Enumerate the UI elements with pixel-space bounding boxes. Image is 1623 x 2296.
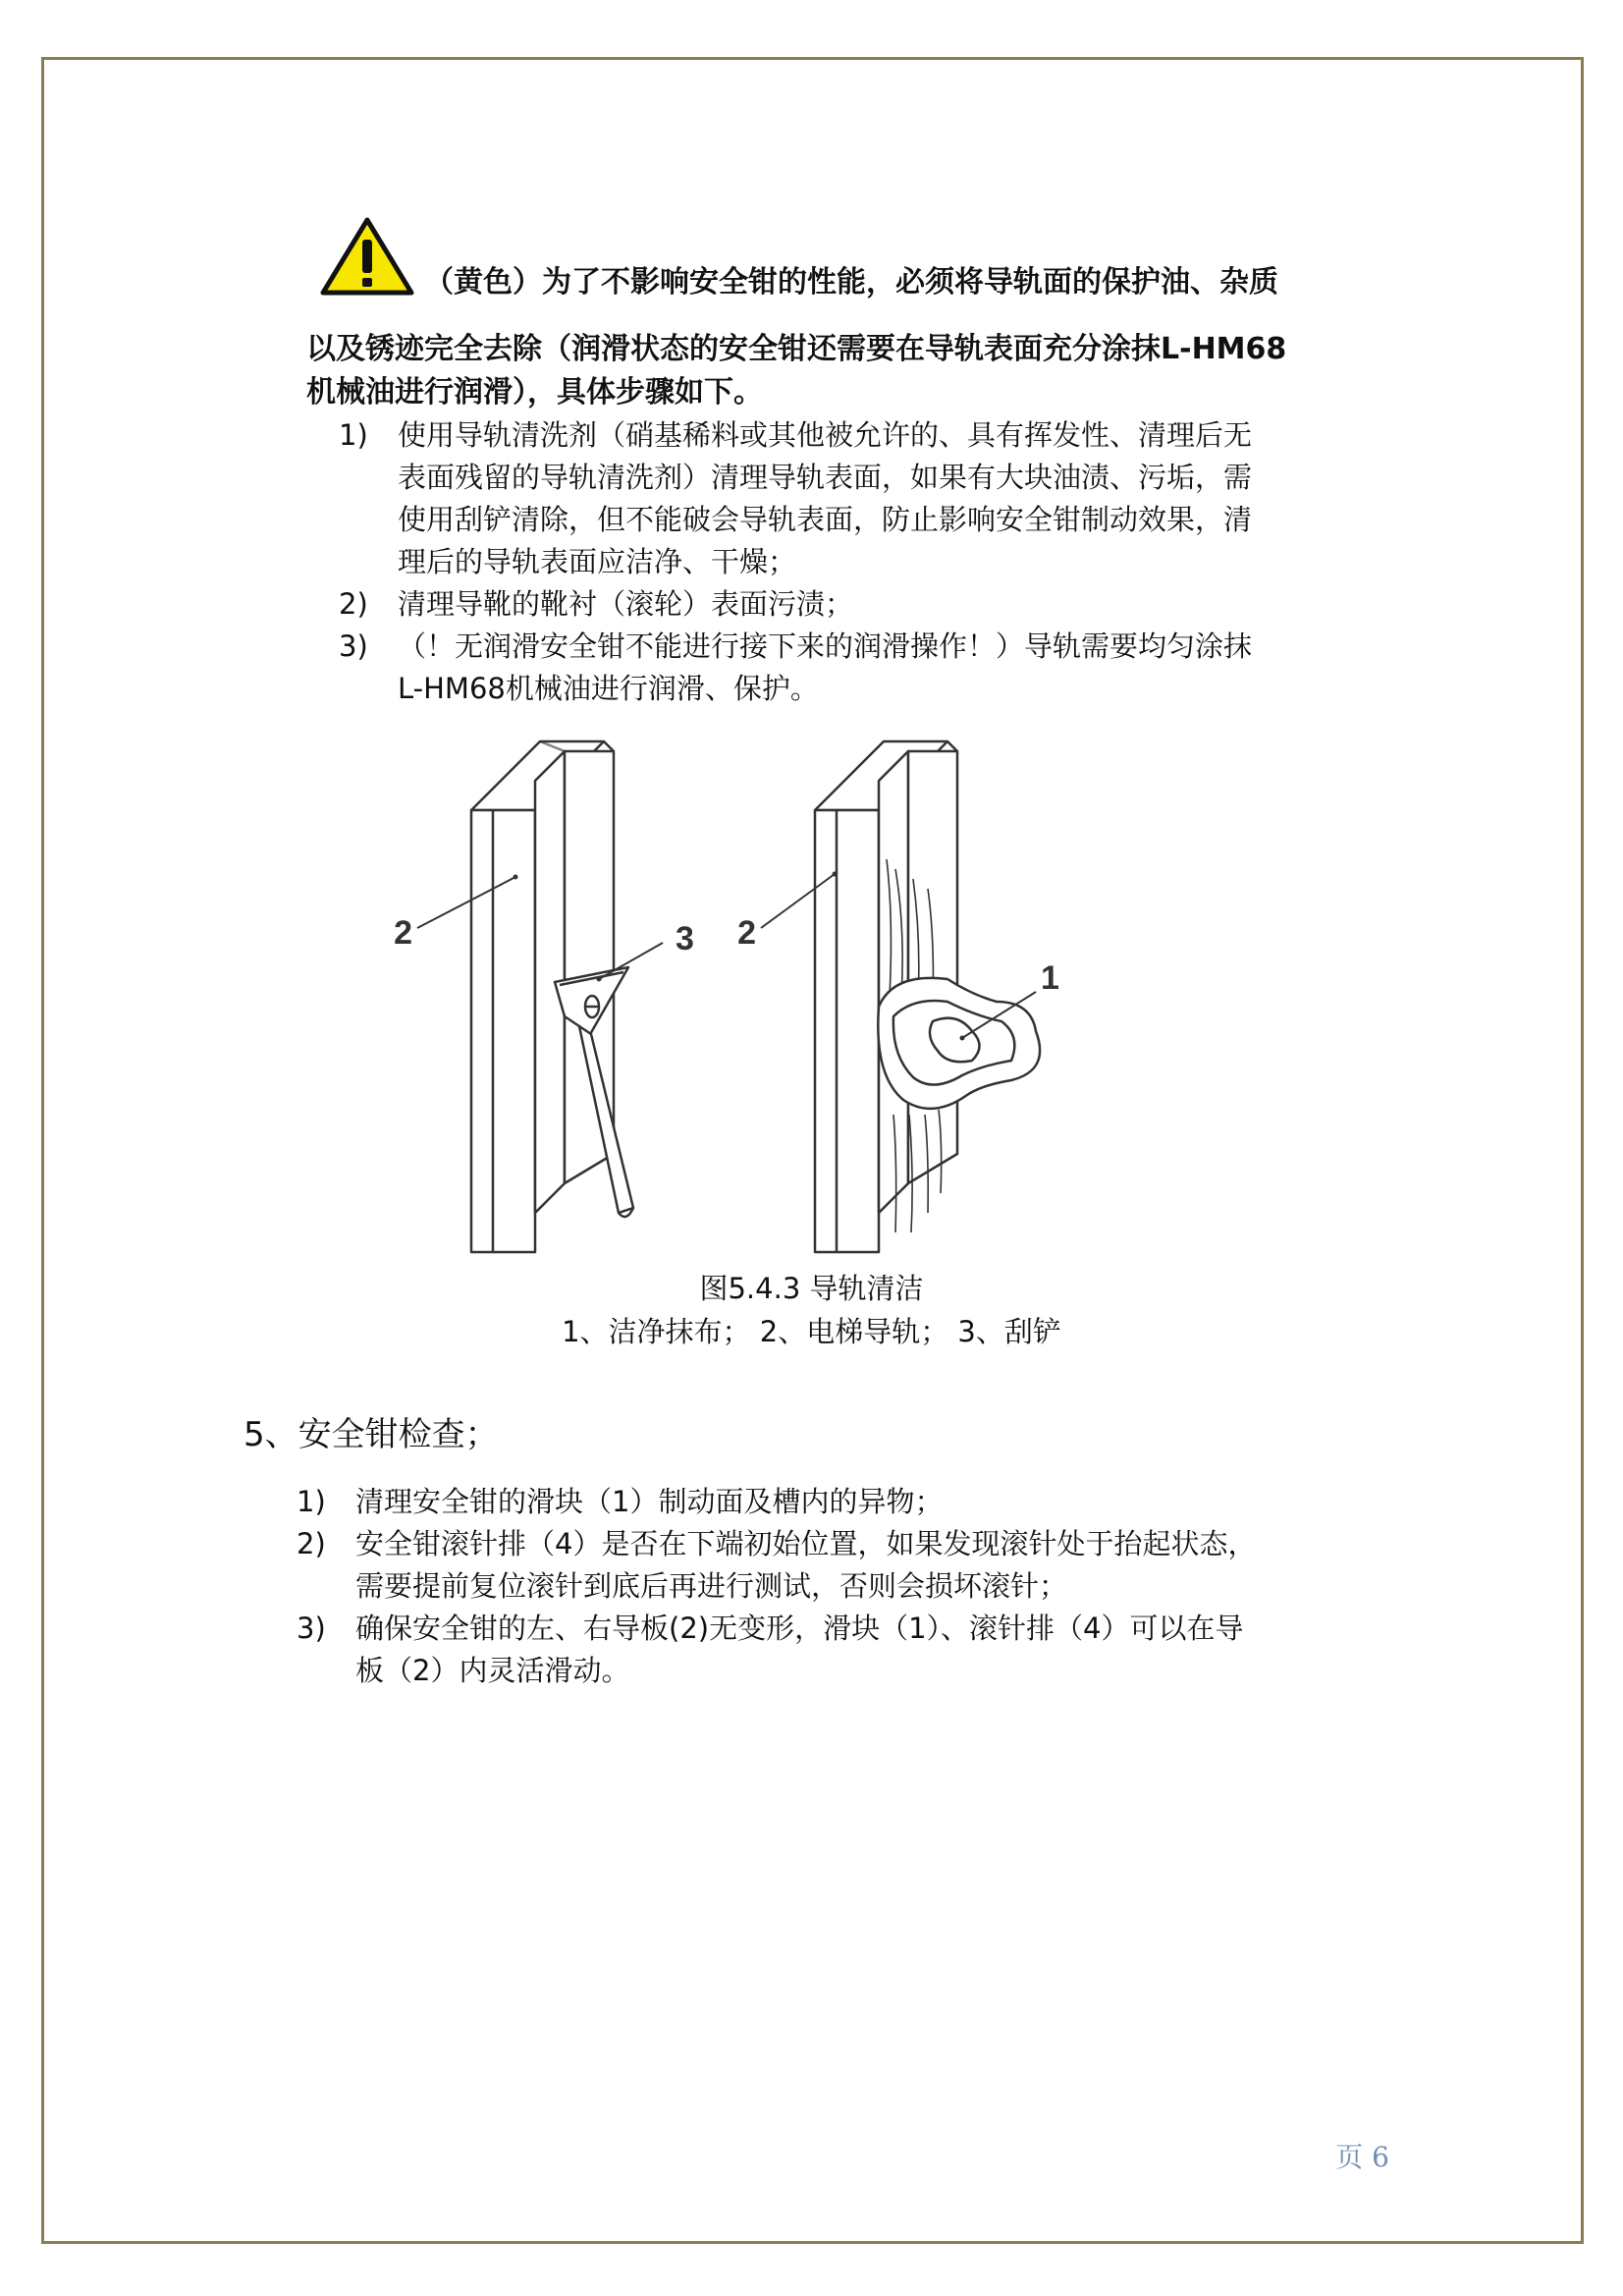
check-step-3 xyxy=(297,1608,1256,1692)
cleaning-step-1 xyxy=(339,414,1252,583)
figure-label-scraper: 3 xyxy=(676,920,694,957)
step-text-line: 理后的导轨表面应洁净、干燥； xyxy=(398,545,797,578)
leader-dot xyxy=(960,1036,965,1041)
section-heading: 5、安全钳检查； xyxy=(243,1415,499,1454)
step-text-line: 清理安全钳的滑块（1）制动面及槽内的异物； xyxy=(355,1485,944,1518)
safety-gear-check-list xyxy=(297,1481,1256,1692)
figure-caption-legend: 1、洁净抹布； 2、电梯导轨； 3、刮铲 xyxy=(562,1315,1061,1348)
figure-label-rail-right: 2 xyxy=(737,914,756,952)
step-text-line: 使用刮铲清除，但不能破会导轨表面，防止影响安全钳制动效果，清 xyxy=(398,503,1253,536)
cleaning-steps-list xyxy=(339,414,1252,710)
leader-dot xyxy=(514,875,518,880)
warning-text-line-3: 机械油进行润滑），具体步骤如下。 xyxy=(306,375,763,410)
cleaning-cloth-illustration xyxy=(878,978,1040,1109)
figure-label-rail-left: 2 xyxy=(394,914,412,952)
step-number: 3) xyxy=(339,629,368,663)
leader-dot xyxy=(833,872,838,877)
warning-triangle-icon xyxy=(319,216,415,297)
check-step-1 xyxy=(297,1481,1256,1523)
step-number: 3) xyxy=(297,1612,326,1645)
warning-text-continued xyxy=(306,328,1392,414)
step-text-line: 确保安全钳的左、右导板(2)无变形，滑块（1）、滚针排（4）可以在导 xyxy=(355,1612,1244,1645)
step-text-line: 使用导轨清洗剂（硝基稀料或其他被允许的、具有挥发性、清理后无 xyxy=(398,418,1253,452)
step-number: 1) xyxy=(339,418,368,452)
step-number: 2) xyxy=(297,1527,326,1560)
figure-caption xyxy=(0,1267,1623,1353)
rail-cleaning-figure xyxy=(383,722,1090,1262)
cleaning-step-3 xyxy=(339,626,1252,710)
step-text-line: 安全钳滚针排（4）是否在下端初始位置，如果发现滚针处于抬起状态， xyxy=(355,1527,1257,1560)
step-text-line: （！无润滑安全钳不能进行接下来的润滑操作！）导轨需要均匀涂抹 xyxy=(398,629,1253,663)
cleaning-step-2 xyxy=(339,583,1252,626)
step-text-line: 需要提前复位滚针到底后再进行测试，否则会损坏滚针； xyxy=(355,1569,1068,1603)
figure-label-cloth: 1 xyxy=(1041,959,1059,997)
leader-dot xyxy=(597,977,602,982)
warning-text-line-1: （黄色）为了不影响安全钳的性能，必须将导轨面的保护油、杂质 xyxy=(424,265,1278,300)
step-text-line: L-HM68机械油进行润滑、保护。 xyxy=(398,672,819,705)
check-step-2 xyxy=(297,1523,1256,1608)
step-number: 1) xyxy=(297,1485,326,1518)
page-number: 页 6 xyxy=(1335,2141,1389,2173)
step-text-line: 板（2）内灵活滑动。 xyxy=(355,1654,630,1687)
figure-caption-title: 图5.4.3 导轨清洁 xyxy=(699,1272,924,1305)
step-number: 2) xyxy=(339,587,368,621)
step-text-line: 表面残留的导轨清洗剂）清理导轨表面，如果有大块油渍、污垢，需 xyxy=(398,461,1253,494)
warning-text-line-2: 以及锈迹完全去除（润滑状态的安全钳还需要在导轨表面充分涂抹L-HM68 xyxy=(306,332,1287,366)
step-text-line: 清理导靴的靴衬（滚轮）表面污渍； xyxy=(398,587,854,621)
